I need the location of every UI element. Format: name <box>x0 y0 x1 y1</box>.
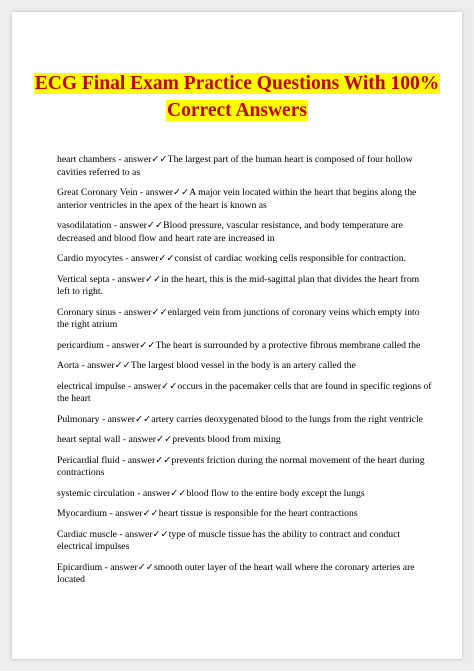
qa-item <box>57 274 433 299</box>
qa-item <box>57 381 433 406</box>
qa-answer: prevents blood from mixing <box>172 434 281 445</box>
qa-item <box>57 253 433 266</box>
qa-item <box>57 154 433 179</box>
qa-item <box>57 488 433 501</box>
check-mark-icon: ✓✓ <box>144 273 162 285</box>
qa-answer: consist of cardiac working cells responsible for contraction. <box>174 253 407 264</box>
qa-answer: type of muscle tissue has the ability to contract and conduct electrical impulses <box>57 528 401 552</box>
qa-list <box>57 154 433 595</box>
answer-separator: - answer <box>107 508 143 519</box>
check-mark-icon: ✓✓ <box>156 434 173 445</box>
answer-separator: - answer <box>111 220 147 231</box>
qa-term: heart septal wall <box>57 434 121 445</box>
check-mark-icon: ✓✓ <box>170 487 187 499</box>
answer-separator: - answer <box>99 413 136 425</box>
qa-item <box>57 529 433 554</box>
check-mark-icon: ✓✓ <box>151 154 168 165</box>
qa-term: Pulmonary <box>57 413 100 425</box>
check-mark-icon: ✓✓ <box>135 413 152 425</box>
qa-item <box>57 455 433 480</box>
check-mark-icon: ✓✓ <box>152 528 169 540</box>
answer-separator: - answer <box>115 154 152 165</box>
title-block <box>12 70 462 124</box>
qa-term: systemic circulation <box>57 487 135 499</box>
qa-answer: A major vein located within the heart that begins along the anterior ventricles in the apex of the heart is known as <box>57 187 417 211</box>
check-mark-icon: ✓✓ <box>114 360 131 371</box>
qa-answer: Blood pressure, vascular resistance, and body temperature are decreased and blood flow and heart rate are increased in <box>57 220 403 244</box>
answer-separator: - answer <box>122 253 159 264</box>
document-page <box>12 12 462 659</box>
answer-separator: - answer <box>137 187 174 198</box>
qa-item <box>57 562 433 587</box>
qa-term: pericardium <box>57 339 104 351</box>
qa-answer: smooth outer layer of the heart wall where the coronary arteries are located <box>57 561 415 585</box>
qa-term: Vertical septa <box>57 273 110 285</box>
qa-answer: occurs in the pacemaker cells that are found in specific regions of the heart <box>57 380 432 404</box>
check-mark-icon: ✓✓ <box>146 220 164 231</box>
qa-answer: heart tissue is responsible for the heart contractions <box>158 508 358 519</box>
answer-separator: - answer <box>115 306 152 318</box>
qa-answer: in the heart, this is the mid-sagittal plan that divides the heart from left to right. <box>57 273 420 297</box>
qa-term: Coronary sinus <box>57 306 116 318</box>
qa-term: electrical impulse <box>57 380 126 392</box>
qa-answer: prevents friction during the normal movement of the heart during contractions <box>57 454 425 478</box>
qa-item <box>57 508 433 521</box>
qa-term: Pericardial fluid <box>57 454 120 466</box>
check-mark-icon: ✓✓ <box>139 339 156 351</box>
answer-separator: - answer <box>120 434 156 445</box>
check-mark-icon: ✓✓ <box>155 454 172 466</box>
answer-separator: - answer <box>79 360 115 371</box>
qa-answer: blood flow to the entire body except the lungs <box>186 487 365 499</box>
qa-item <box>57 340 433 353</box>
answer-separator: - answer <box>119 454 156 466</box>
document-title: ECG Final Exam Practice Questions With 100% Correct Answers <box>34 73 440 121</box>
qa-term: Epicardium <box>57 561 103 573</box>
qa-item <box>57 434 433 447</box>
qa-term: Cardio myocytes <box>57 253 123 264</box>
answer-separator: - answer <box>125 380 162 392</box>
qa-term: Aorta <box>57 360 80 371</box>
qa-answer: The heart is surrounded by a protective fibrous membrane called the <box>155 339 421 351</box>
check-mark-icon: ✓✓ <box>137 561 154 573</box>
check-mark-icon: ✓✓ <box>142 508 159 519</box>
qa-term: Myocardium <box>57 508 108 519</box>
answer-separator: - answer <box>116 528 153 540</box>
qa-item <box>57 220 433 245</box>
qa-answer: The largest part of the human heart is composed of four hollow cavities referred to as <box>57 154 413 178</box>
qa-term: vasodilatation <box>57 220 112 231</box>
qa-answer: artery carries deoxygenated blood to the lungs from the right ventricle <box>151 413 423 425</box>
answer-separator: - answer <box>109 273 145 285</box>
qa-term: Cardiac muscle <box>57 528 117 540</box>
check-mark-icon: ✓✓ <box>158 253 175 264</box>
check-mark-icon: ✓✓ <box>173 187 190 198</box>
qa-answer: enlarged vein from junctions of coronary veins which empty into the right atrium <box>57 306 420 330</box>
answer-separator: - answer <box>134 487 171 499</box>
qa-item <box>57 360 433 373</box>
answer-separator: - answer <box>102 561 138 573</box>
qa-term: heart chambers <box>57 154 116 165</box>
check-mark-icon: ✓✓ <box>151 306 168 318</box>
qa-item <box>57 414 433 427</box>
qa-item <box>57 307 433 332</box>
qa-item <box>57 187 433 212</box>
qa-answer: The largest blood vessel in the body is an artery called the <box>130 360 356 371</box>
qa-term: Great Coronary Vein <box>57 187 138 198</box>
answer-separator: - answer <box>103 339 140 351</box>
check-mark-icon: ✓✓ <box>161 380 178 392</box>
